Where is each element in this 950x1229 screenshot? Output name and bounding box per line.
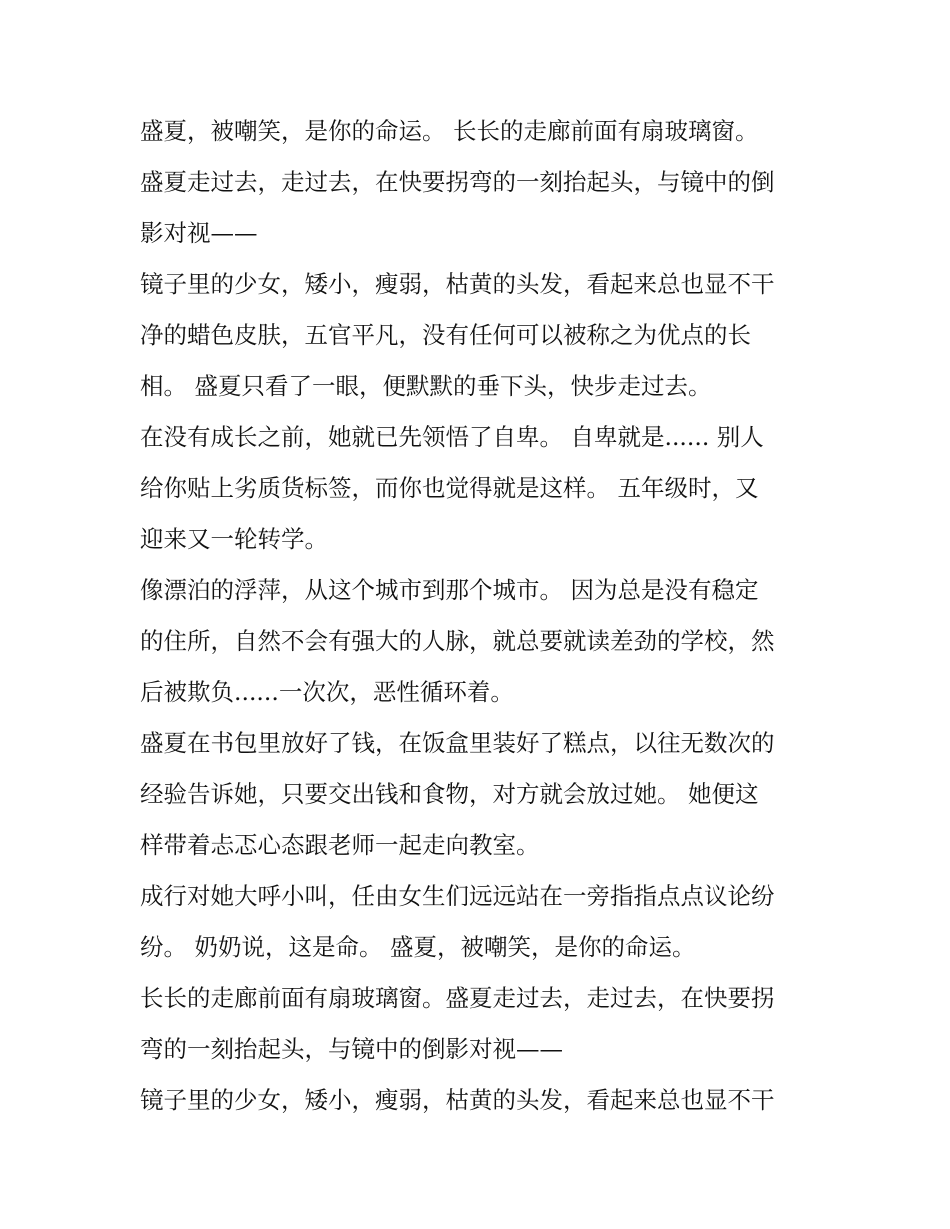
text-line: 弯的一刻抬起头，与镜中的倒影对视—— [140,1035,563,1063]
text-line: 成行对她大呼小叫，任由女生们远远站在一旁指指点点议论纷 [140,882,775,910]
text-line: 盛夏在书包里放好了钱，在饭盒里装好了糕点，以往无数次的 [140,729,775,757]
text-line: 后被欺负......一次次，恶性循环着。 [140,678,514,706]
text-line: 给你贴上劣质货标签，而你也觉得就是这样。 五年级时，又 [140,474,759,502]
text-line: 纷。 奶奶说，这是命。 盛夏，被嘲笑，是你的命运。 [140,933,696,961]
text-line: 经验告诉她，只要交出钱和食物，对方就会放过她。 她便这 [140,780,759,808]
text-line: 镜子里的少女，矮小，瘦弱，枯黄的头发，看起来总也显不干 [140,1086,775,1114]
text-line: 在没有成长之前，她就已先领悟了自卑。 自卑就是...... 别人 [140,423,764,451]
text-line: 盛夏，被嘲笑，是你的命运。 长长的走廊前面有扇玻璃窗。 [140,117,759,145]
body-text [140,106,820,1126]
text-line: 净的蜡色皮肤，五官平凡，没有任何可以被称之为优点的长 [140,321,751,349]
text-line: 的住所，自然不会有强大的人脉，就总要就读差劲的学校，然 [140,627,775,655]
text-line: 影对视—— [140,219,258,247]
text-line: 相。 盛夏只看了一眼，便默默的垂下头，快步走过去。 [140,372,712,400]
text-line: 像漂泊的浮萍，从这个城市到那个城市。 因为总是没有稳定 [140,576,759,604]
text-line: 样带着忐忑心态跟老师一起走向教室。 [140,831,540,859]
text-line: 长长的走廊前面有扇玻璃窗。盛夏走过去，走过去，在快要拐 [140,984,775,1012]
text-line: 盛夏走过去，走过去，在快要拐弯的一刻抬起头，与镜中的倒 [140,168,775,196]
text-line: 迎来又一轮转学。 [140,525,328,553]
text-line: 镜子里的少女，矮小，瘦弱，枯黄的头发，看起来总也显不干 [140,270,775,298]
